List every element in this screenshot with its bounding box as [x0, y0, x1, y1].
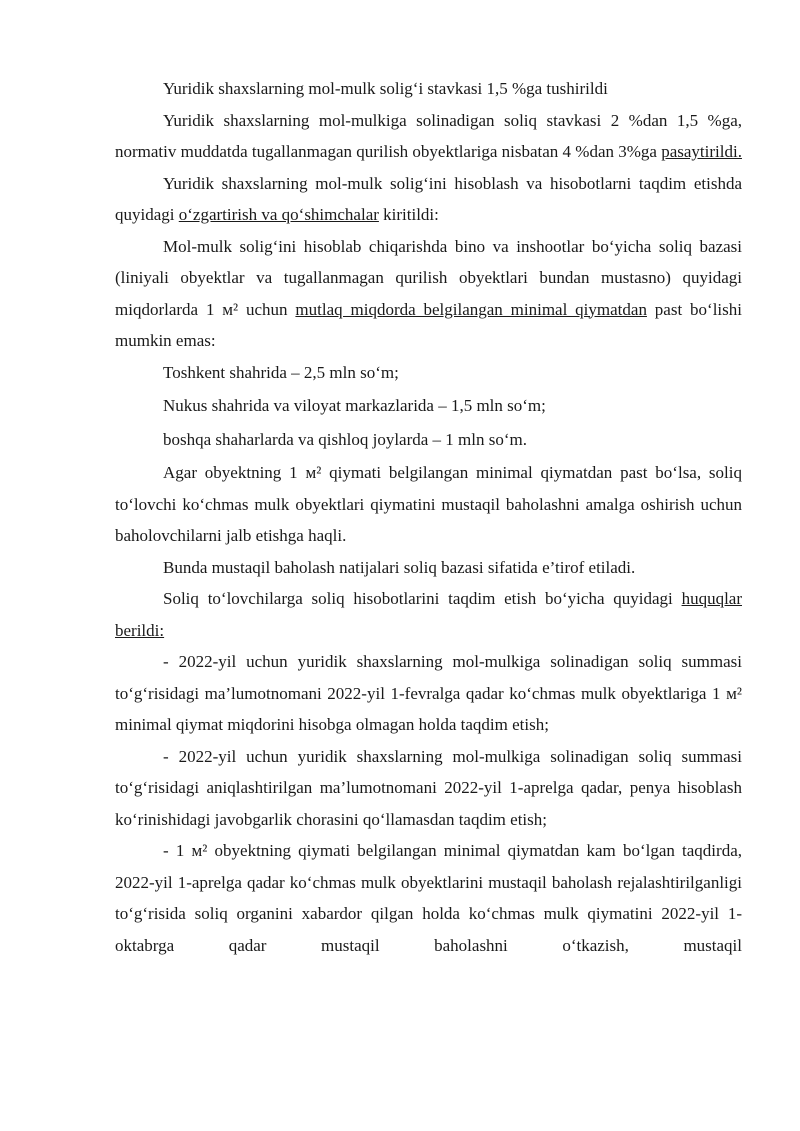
list-item: [115, 424, 742, 458]
paragraph-text: Mol-mulk solig‘ini hisoblab chiqarishda bino va inshootlar bo‘yicha soliq bazasi (liniyali obyektlar va tugallanmagan qurilish obyektlari bundan mustasno) quyidagi miqdorlarda 1 м² uchun: [115, 236, 742, 319]
paragraph-text: kiritildi:: [378, 205, 439, 224]
paragraph-text: Yuridik shaxslarning mol-mulk solig‘i stavkasi 1,5 %ga tushirildi: [163, 79, 608, 98]
link-ozgartirish[interactable]: o‘zgartirish va qo‘shimchalar: [178, 205, 379, 224]
paragraph-text: Bunda mustaqil baholash natijalari soliq bazasi sifatida e’tirof etiladi.: [163, 557, 636, 577]
result-paragraph: [115, 552, 742, 584]
list-item-text: Nukus shahrida va viloyat markazlarida – 1,5 mln so‘m;: [163, 396, 546, 415]
list-item-text: Toshkent shahrida – 2,5 mln so‘m;: [163, 362, 399, 382]
paragraph-text: Soliq to‘lovchilarga soliq hisobotlarini taqdim etish bo‘yicha quyidagi: [163, 589, 682, 608]
link-huquqlar[interactable]: huquqlar berildi:: [115, 589, 742, 640]
valuation-paragraph: [115, 457, 742, 552]
right-item-3: [115, 835, 742, 961]
tax-base-paragraph: [115, 231, 742, 357]
paragraph-text: - 2022-yil uchun yuridik shaxslarning mol-mulkiga solinadigan soliq summasi to‘g‘risidagi ma’lumotnomani 2022-yil 1-fevralga qadar ko‘chmas mulk obyektlariga 1 м² minimal qiymat miqdorini hisobga olmagan holda taqdim etish;: [115, 652, 742, 734]
paragraph-text: Yuridik shaxslarning mol-mulkiga solinadigan soliq stavkasi 2 %dan 1,5 %ga, normativ muddatda tugallanmagan qurilish obyektlariga nisbatan 4 %dan 3%ga: [115, 110, 742, 161]
paragraph-text: past bo‘lishi mumkin emas:: [115, 299, 742, 350]
paragraph-text: - 1 м² obyektning qiymati belgilangan minimal qiymatdan kam bo‘lgan taqdirda, 2022-yil 1-aprelga qadar ko‘chmas mulk obyektlarini mustaqil baholash rejalashtirilganligi to‘g‘risida soliq organini xabardor qilgan holda ko‘chmas mulk qiymatini 2022-yil 1-oktabrga qadar mustaqil baholashni o‘tkazish, mustaqil: [115, 841, 742, 955]
document-page: [115, 73, 742, 961]
list-item: [115, 390, 742, 424]
list-item: [115, 357, 742, 391]
link-pasaytirildi[interactable]: pasaytirildi.: [661, 142, 742, 161]
link-minimal-qiymat[interactable]: mutlaq miqdorda belgilangan minimal qiymatdan: [295, 299, 647, 319]
list-item-text: boshqa shaharlarda va qishloq joylarda – 1 mln so‘m.: [163, 429, 528, 449]
changes-paragraph: [115, 168, 742, 231]
paragraph-text: Yuridik shaxslarning mol-mulk solig‘ini hisoblash va hisobotlarni taqdim etishda quyidagi: [115, 173, 742, 224]
paragraph-text: - 2022-yil uchun yuridik shaxslarning mol-mulkiga solinadigan soliq summasi to‘g‘risidagi aniqlashtirilgan ma’lumotnomani 2022-yil 1-aprelga qadar, penya hisoblash ko‘rinishidagi javobgarlik chorasini qo‘llamasdan taqdim etish;: [115, 746, 742, 829]
rate-paragraph: [115, 105, 742, 168]
paragraph-text: Agar obyektning 1 м² qiymati belgilangan minimal qiymatdan past bo‘lsa, soliq to‘lovchi ko‘chmas mulk obyektlari qiymatini mustaqil baholashni amalga oshirish uchun baholovchilarni jalb etishga haqli.: [115, 463, 742, 545]
heading-paragraph: [115, 73, 742, 105]
right-item-1: [115, 646, 742, 741]
rights-paragraph: [115, 583, 742, 646]
right-item-2: [115, 741, 742, 836]
